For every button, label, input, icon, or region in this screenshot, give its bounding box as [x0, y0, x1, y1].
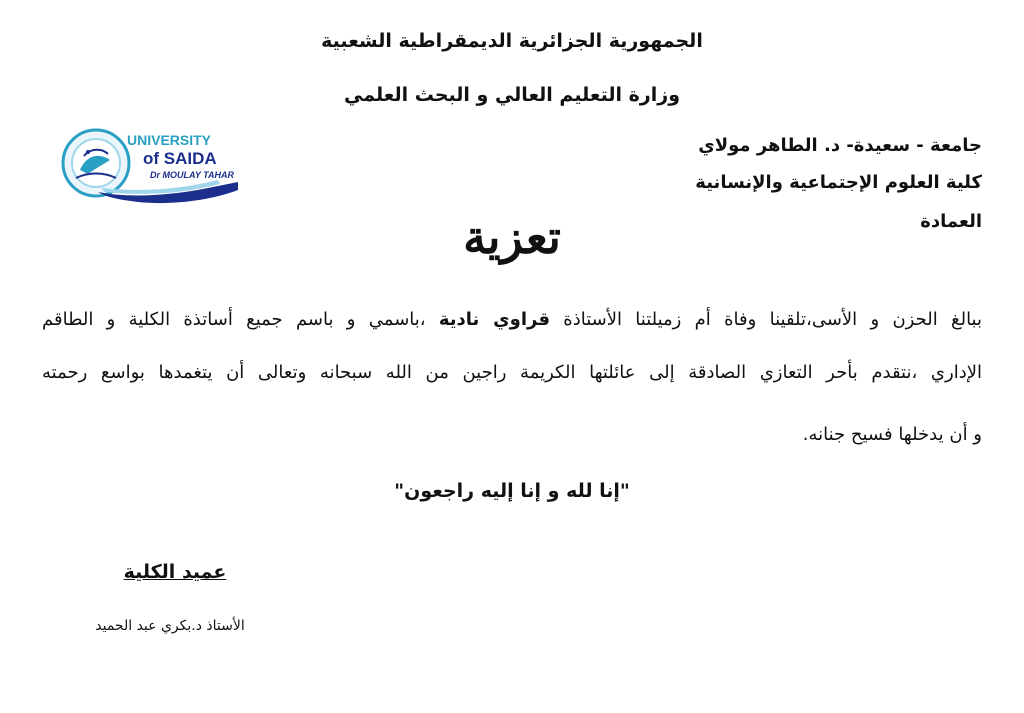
ministry-heading: وزارة التعليم العالي و البحث العلمي: [344, 84, 680, 106]
deanship-label: العمادة: [920, 211, 982, 232]
condolence-title: تعزية: [463, 210, 561, 264]
logo-line3: Dr MOULAY TAHAR: [150, 170, 234, 180]
logo-line2: of SAIDA: [143, 149, 217, 168]
university-name: جامعة - سعيدة- د. الطاهر مولاي: [698, 135, 982, 156]
body-paragraph-line-2: الإداري ،نتقدم بأحر التعازي الصادقة إلى عائلتها الكريمة راجين من الله سبحانه وتعالى أن يتغمدها بواسع رحمته: [42, 362, 982, 383]
body-paragraph-line-1: [42, 309, 982, 330]
quran-verse: "إنا لله و إنا إليه راجعون": [394, 480, 630, 502]
university-logo-emblem: [58, 126, 240, 206]
faculty-name: كلية العلوم الإجتماعية والإنسانية: [695, 172, 982, 193]
logo-line1: UNIVERSITY: [127, 132, 212, 148]
colleague-name: قراوي نادية: [438, 309, 550, 330]
body-paragraph-line-3: و أن يدخلها فسيح جنانه.: [802, 424, 982, 445]
body-text-segment: ببالغ الحزن و الأسى،تلقينا وفاة أم زميلتنا الأستاذة: [549, 309, 982, 330]
body-text-segment: ،باسمي و باسم جميع أساتذة الكلية و الطاقم: [42, 309, 439, 330]
republic-heading: الجمهورية الجزائرية الديمقراطية الشعبية: [321, 30, 703, 52]
signature-title: عميد الكلية: [123, 561, 227, 583]
signature-name: الأستاذ د.بكري عبد الحميد: [95, 618, 245, 634]
university-logo: [58, 126, 240, 206]
